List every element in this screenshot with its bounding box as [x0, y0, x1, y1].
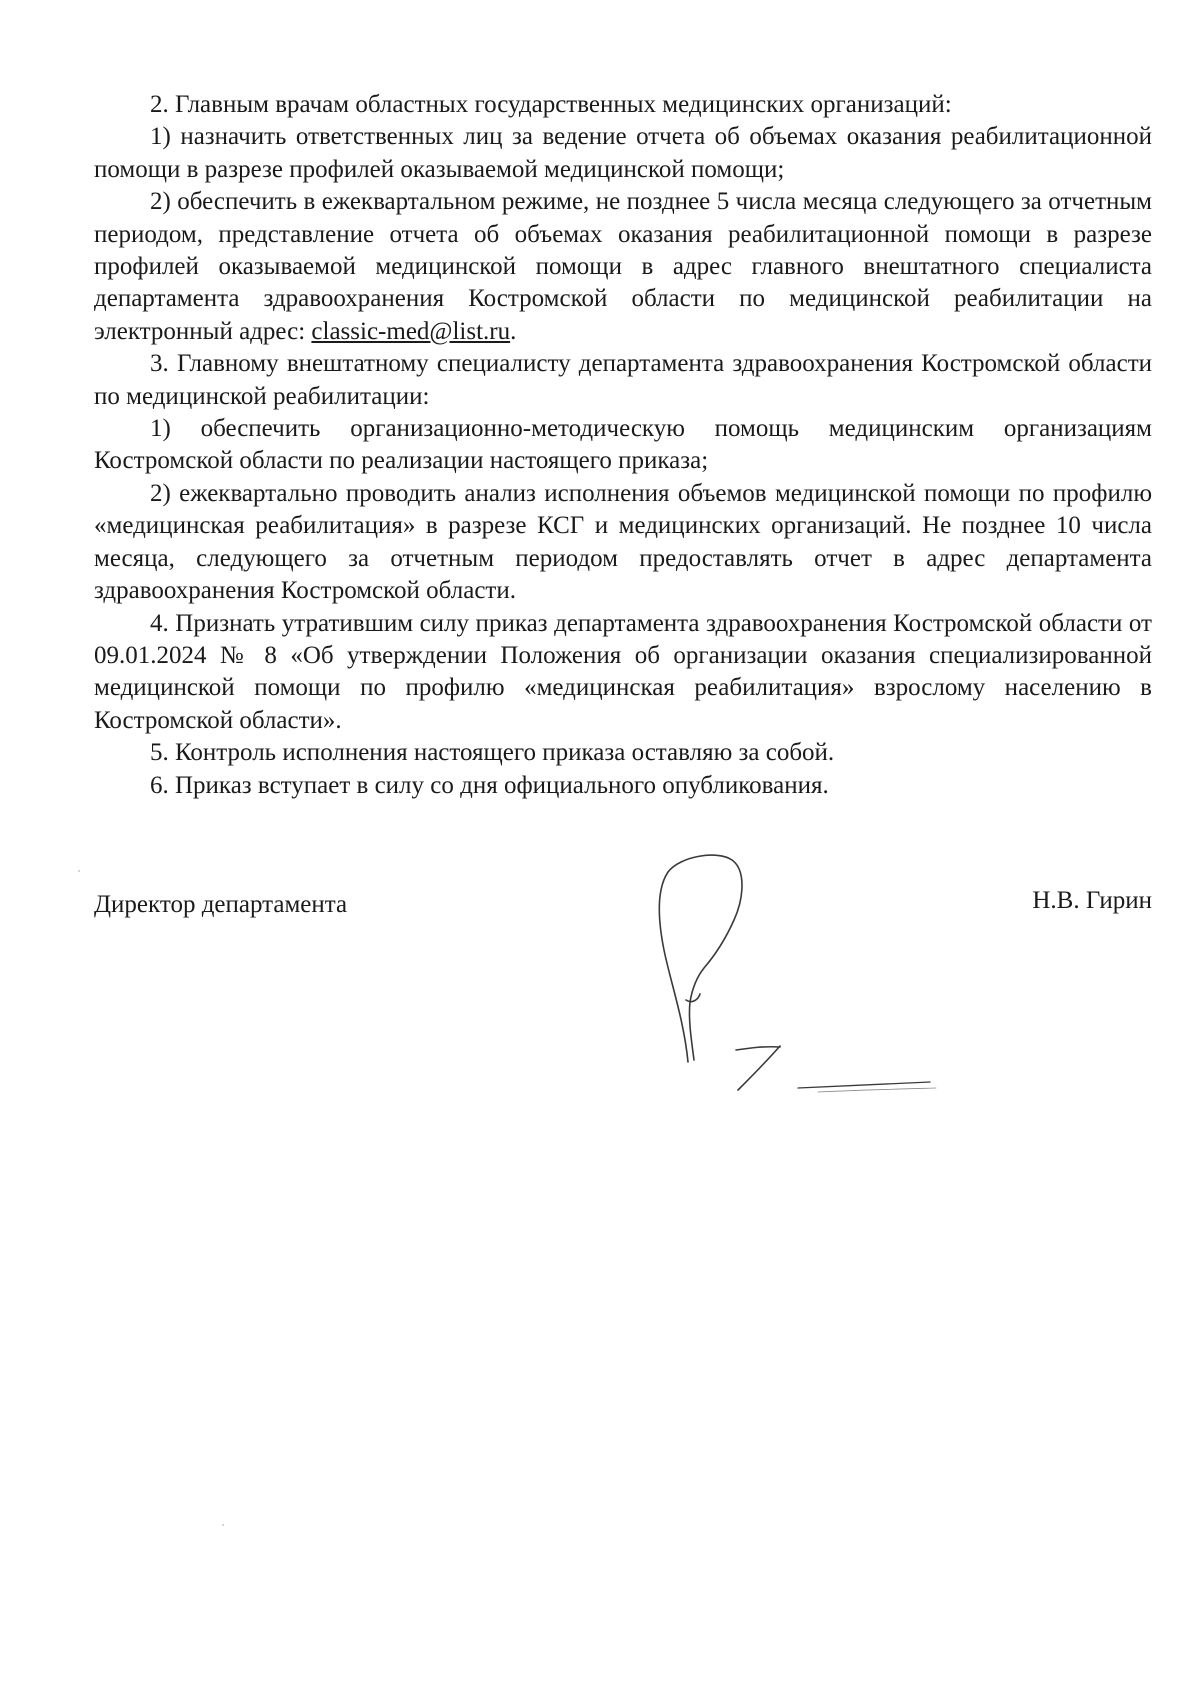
paragraph-item-4: 4. Признать утратившим силу приказ департамента здравоохранения Костромской области от 09.01.2024 № 8 «Об утверждении Положения об организации оказания специализированной медицинской помощи по профилю «медицинская реабилитация» взрослому населению в Костромской области».: [94, 609, 1152, 734]
paragraph-item-2-1: 1) назначить ответственных лиц за ведение отчета об объемах оказания реабилитационной помощи в разрезе профилей оказываемой медицинской помощи;: [94, 123, 1152, 183]
paragraph-item-2-2-end: .: [510, 317, 517, 345]
paragraph-item-3-1: 1) обеспечить организационно-методическую помощь медицинским организациям Костромской области по реализации настоящего приказа;: [94, 415, 1152, 475]
paragraph-item-2-2: [94, 186, 1152, 348]
paragraph-item-2-2-text: 2) обеспечить в ежеквартальном режиме, не позднее 5 числа месяца следующего за отчетным периодом, представление отчета об объемах оказания реабилитационной помощи в разрезе профилей оказываемой медицинской помощи в адрес главного внештатного специалиста департамента здравоохранения Костромской области по медицинской реабилитации на электронный адрес:: [94, 188, 1152, 345]
handwritten-signature: [640, 850, 1040, 1100]
paragraph-item-3-2: 2) ежеквартально проводить анализ исполнения объемов медицинской помощи по профилю «медицинская реабилитация» в разрезе КСГ и медицинских организаций. Не позднее 10 числа месяца, следующего за отчетным периодом предоставлять отчет в адрес департамента здравоохранения Костромской области.: [94, 479, 1152, 605]
document-body: [94, 89, 1152, 802]
email-link[interactable]: classic-med@list.ru: [311, 317, 511, 345]
scan-speck: [78, 870, 80, 872]
signatory-name: Н.В. Гирин: [1032, 887, 1152, 914]
paragraph-item-3: 3. Главному внештатному специалисту департамента здравоохранения Костромской области по медицинской реабилитации:: [94, 350, 1152, 410]
signatory-title: Директор департамента: [94, 891, 348, 918]
paragraph-item-6: 6. Приказ вступает в силу со дня официального опубликования.: [150, 771, 829, 799]
paragraph-item-2: 2. Главным врачам областных государственных медицинских организаций:: [150, 91, 952, 118]
paragraph-item-5: 5. Контроль исполнения настоящего приказа оставляю за собой.: [150, 739, 835, 767]
scan-speck: [222, 1524, 224, 1526]
